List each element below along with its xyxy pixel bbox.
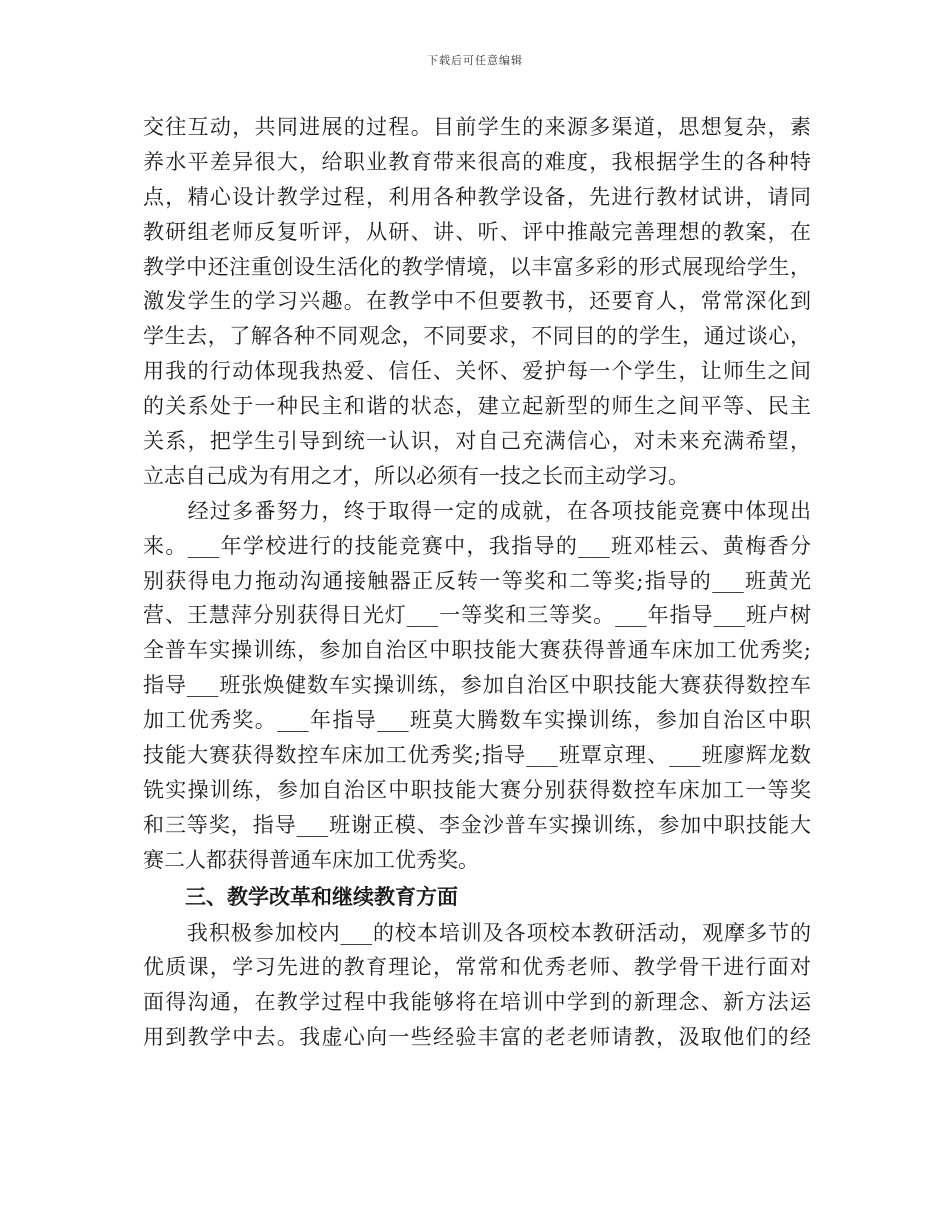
- section-heading: 三、教学改革和继续教育方面: [143, 884, 458, 909]
- text-line: 教研组老师反复听评，从研、讲、听、评中推敲完善理想的教案，在: [143, 219, 811, 244]
- text-line: 用到教学中去。我虚心向一些经验丰富的老老师请教，汲取他们的经: [143, 1025, 811, 1050]
- text-line: 关系，把学生引导到统一认识，对自己充满信心，对未来充满希望，: [143, 429, 811, 454]
- text-line: 别获得电力拖动沟通接触器正反转一等奖和二等奖;指导的___班黄光: [143, 568, 811, 593]
- text-line: 面得沟通，在教学过程中我能够将在培训中学到的新理念、新方法运: [143, 990, 811, 1015]
- page-header: 下载后可任意编辑: [427, 54, 523, 67]
- text-line: 用我的行动体现我热爱、信任、关怀、爱护每一个学生，让师生之间: [143, 359, 811, 384]
- text-line: 的关系处于一种民主和谐的状态，建立起新型的师生之间平等、民主: [143, 394, 811, 419]
- text-line: 铣实操训练，参加自治区中职技能大赛分别获得数控车床加工一等奖: [143, 777, 811, 802]
- document-body: [143, 110, 811, 1055]
- text-line: 优质课，学习先进的教育理论，常常和优秀老师、教学骨干进行面对: [143, 955, 811, 980]
- text-line: 我积极参加校内___的校本培训及各项校本教研活动，观摩多节的: [143, 920, 811, 945]
- text-line: 点，精心设计教学过程，利用各种教学设备，先进行教材试讲，请同: [143, 184, 811, 209]
- text-line: 教学中还注重创设生活化的教学情境，以丰富多彩的形式展现给学生，: [143, 254, 811, 279]
- text-line: 全普车实操训练，参加自治区中职技能大赛获得普通车床加工优秀奖;: [143, 638, 811, 663]
- text-line: 养水平差异很大，给职业教育带来很高的难度，我根据学生的各种特: [143, 149, 811, 174]
- text-line: 交往互动，共同进展的过程。目前学生的来源多渠道，思想复杂，素: [143, 115, 811, 139]
- text-line: 和三等奖，指导___班谢正模、李金沙普车实操训练，参加中职技能大: [143, 812, 811, 837]
- text-line: 技能大赛获得数控车床加工优秀奖;指导___班覃京理、___班廖辉龙数: [143, 743, 811, 768]
- text-line: 指导___班张焕健数车实操训练，参加自治区中职技能大赛获得数控车: [143, 673, 811, 698]
- text-line: 赛二人都获得普通车床加工优秀奖。: [143, 847, 479, 872]
- text-line: 经过多番努力，终于取得一定的成就，在各项技能竞赛中体现出: [143, 498, 811, 523]
- text-line: 学生去，了解各种不同观念，不同要求，不同目的的学生，通过谈心，: [143, 324, 811, 349]
- text-line: 立志自己成为有用之才，所以必须有一技之长而主动学习。: [143, 463, 689, 488]
- text-line: 加工优秀奖。___年指导___班莫大腾数车实操训练，参加自治区中职: [143, 708, 811, 733]
- text-line: 来。___年学校进行的技能竞赛中，我指导的___班邓桂云、黄梅香分: [143, 533, 811, 558]
- text-line: 营、王慧萍分别获得日光灯___一等奖和三等奖。___年指导___班卢树: [143, 603, 811, 628]
- text-line: 激发学生的学习兴趣。在教学中不但要教书，还要育人，常常深化到: [143, 289, 811, 314]
